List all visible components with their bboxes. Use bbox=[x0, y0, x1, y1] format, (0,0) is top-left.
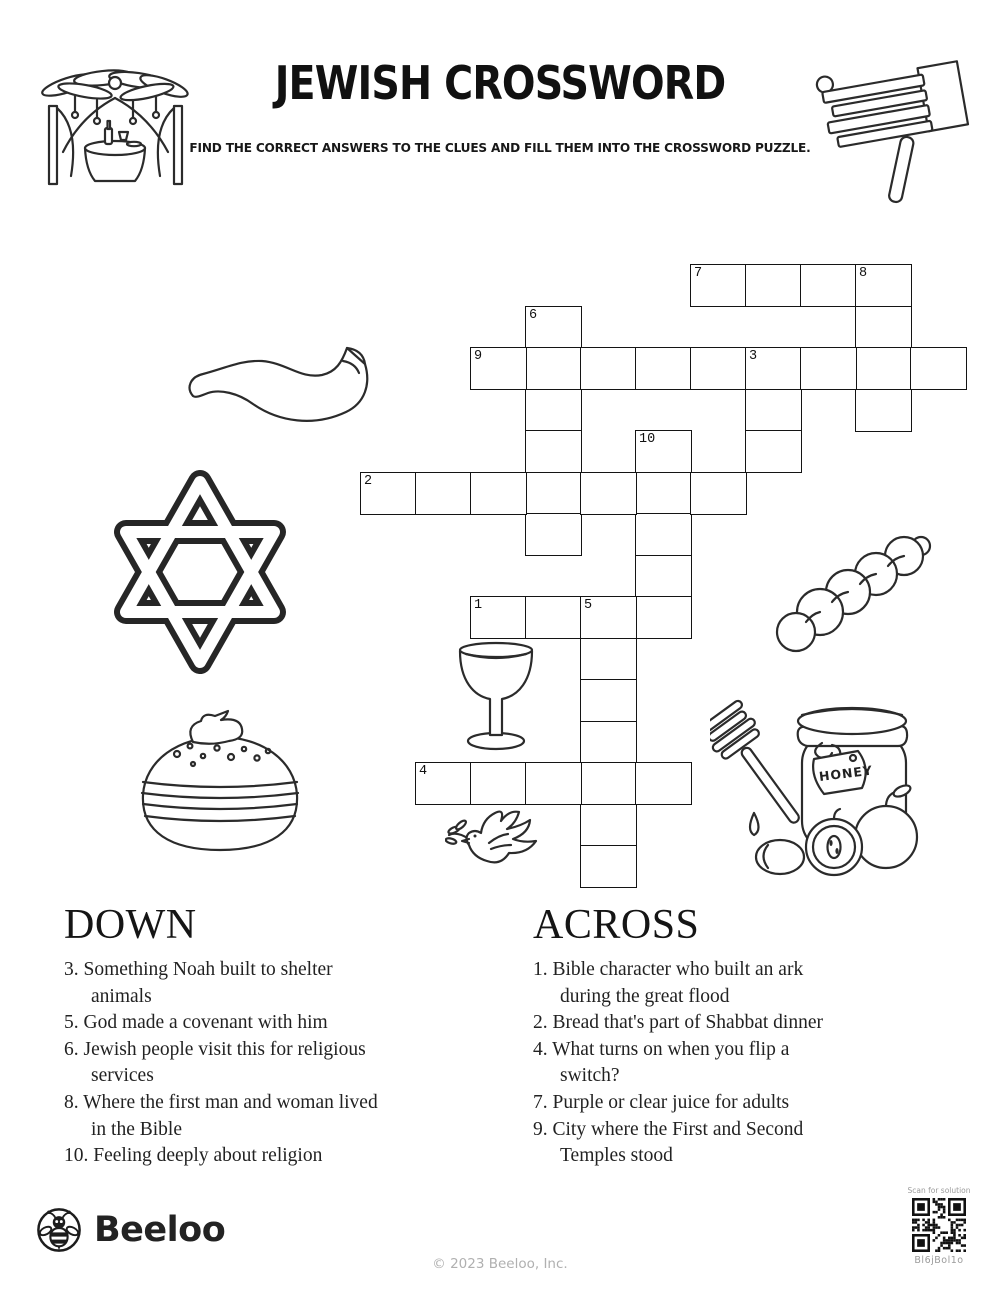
page-title: JEWISH CROSSWORD bbox=[274, 56, 726, 110]
crossword-cell[interactable] bbox=[800, 347, 857, 390]
crossword-cell[interactable] bbox=[580, 845, 637, 888]
clue-down-8: 8. Where the first man and woman lived in the Bible bbox=[64, 1092, 378, 1140]
clue-across-2: 2. Bread that's part of Shabbat dinner bbox=[533, 1012, 823, 1034]
clue-down-10: 10. Feeling deeply about religion bbox=[64, 1145, 323, 1167]
qr-block bbox=[905, 1186, 973, 1266]
crossword-cell[interactable] bbox=[580, 762, 637, 805]
cell-number: 3 bbox=[749, 349, 758, 364]
crossword-cell[interactable] bbox=[690, 264, 747, 307]
crossword-cell[interactable] bbox=[635, 555, 692, 598]
cell-number: 9 bbox=[474, 349, 483, 364]
crossword-cell[interactable] bbox=[635, 472, 692, 515]
crossword-cell[interactable] bbox=[580, 721, 637, 764]
crossword-cell[interactable] bbox=[635, 513, 692, 556]
crossword-cell[interactable] bbox=[525, 389, 582, 432]
cell-number: 6 bbox=[529, 307, 538, 323]
honey-label: HONEY bbox=[818, 762, 874, 785]
crossword-cell[interactable] bbox=[745, 389, 802, 432]
star-of-david-icon bbox=[98, 464, 302, 680]
crossword-cell[interactable] bbox=[525, 472, 582, 515]
crossword-cell[interactable] bbox=[745, 430, 802, 473]
crossword-cell[interactable] bbox=[580, 679, 637, 722]
qr-code-text: Bl6jBol1o bbox=[914, 1255, 964, 1266]
clue-down-5: 5. God made a covenant with him bbox=[64, 1012, 328, 1034]
clue-across-7: 7. Purple or clear juice for adults bbox=[533, 1092, 790, 1113]
bee-icon bbox=[36, 1206, 82, 1254]
crossword-cell[interactable] bbox=[415, 762, 472, 805]
crossword-cell[interactable] bbox=[360, 472, 417, 515]
clue-across-1: 1. Bible character who built an ark during the great flood bbox=[533, 959, 804, 1007]
crossword-cell[interactable] bbox=[525, 513, 582, 556]
crossword-cell[interactable] bbox=[635, 430, 692, 473]
crossword-cell[interactable] bbox=[580, 472, 637, 515]
clue-across-9: 9. City where the First and Second Temples stood bbox=[533, 1118, 804, 1167]
crossword-cell[interactable] bbox=[470, 472, 527, 515]
crossword-cell[interactable] bbox=[910, 347, 967, 390]
shofar-icon bbox=[183, 330, 378, 438]
crossword-cell[interactable] bbox=[635, 762, 692, 805]
crossword-cell[interactable] bbox=[855, 347, 912, 390]
down-heading: DOWN bbox=[64, 902, 197, 948]
crossword-cell[interactable] bbox=[525, 430, 582, 473]
sukkah-icon bbox=[33, 56, 198, 192]
crossword-cell[interactable] bbox=[580, 347, 637, 390]
crossword-cell[interactable] bbox=[745, 264, 802, 307]
crossword-cell[interactable] bbox=[415, 472, 472, 515]
copyright-text: © 2023 Beeloo, Inc. bbox=[432, 1256, 568, 1272]
kiddush-cup-icon bbox=[450, 637, 542, 765]
crossword-cell[interactable] bbox=[635, 596, 692, 639]
cell-number: 10 bbox=[639, 432, 656, 447]
page-subtitle: FIND THE CORRECT ANSWERS TO THE CLUES AND FILL THEM INTO THE CROSSWORD PUZZLE. bbox=[189, 140, 811, 155]
across-heading: ACROSS bbox=[533, 902, 700, 948]
crossword-cell[interactable] bbox=[635, 347, 692, 390]
across-clues-section bbox=[533, 902, 851, 1170]
crossword-cell[interactable] bbox=[470, 347, 527, 390]
qr-label: Scan for solution bbox=[907, 1186, 971, 1195]
beeloo-logo bbox=[36, 1206, 225, 1254]
cell-number: 1 bbox=[474, 598, 483, 613]
clue-down-6: 6. Jewish people visit this for religious services bbox=[64, 1038, 366, 1087]
crossword-cell[interactable] bbox=[580, 596, 637, 639]
cell-number: 8 bbox=[859, 266, 868, 281]
cell-number: 7 bbox=[694, 266, 703, 281]
crossword-cell[interactable] bbox=[855, 389, 912, 432]
cell-number: 5 bbox=[584, 598, 593, 613]
crossword-cell[interactable] bbox=[525, 596, 582, 639]
challah-icon bbox=[768, 528, 938, 658]
crossword-cell[interactable] bbox=[855, 306, 912, 349]
clue-across-4: 4. What turns on when you flip a switch? bbox=[533, 1038, 790, 1087]
crossword-cell[interactable] bbox=[580, 804, 637, 847]
crossword-cell[interactable] bbox=[525, 347, 582, 390]
crossword-cell[interactable] bbox=[525, 306, 582, 349]
sufganiyah-icon bbox=[131, 690, 309, 880]
crossword-cell[interactable] bbox=[470, 596, 527, 639]
crossword-cell[interactable] bbox=[690, 472, 747, 515]
crossword-cell[interactable] bbox=[745, 347, 802, 390]
crossword-cell[interactable] bbox=[800, 264, 857, 307]
crossword-cell[interactable] bbox=[525, 762, 582, 805]
grogger-icon bbox=[815, 55, 980, 205]
crossword-cell[interactable] bbox=[855, 264, 912, 307]
crossword-cell[interactable] bbox=[580, 638, 637, 681]
dove-icon bbox=[445, 803, 545, 885]
cell-number: 2 bbox=[364, 473, 373, 489]
brand-name: Beeloo bbox=[94, 1210, 226, 1250]
down-clues-section bbox=[64, 902, 380, 1170]
cell-number: 4 bbox=[419, 764, 428, 779]
crossword-cell[interactable] bbox=[690, 347, 747, 390]
honey-jar-apples-icon bbox=[710, 685, 928, 887]
crossword-cell[interactable] bbox=[470, 762, 527, 805]
clue-down-3: 3. Something Noah built to shelter animals bbox=[64, 959, 333, 1007]
qr-code bbox=[912, 1198, 966, 1252]
